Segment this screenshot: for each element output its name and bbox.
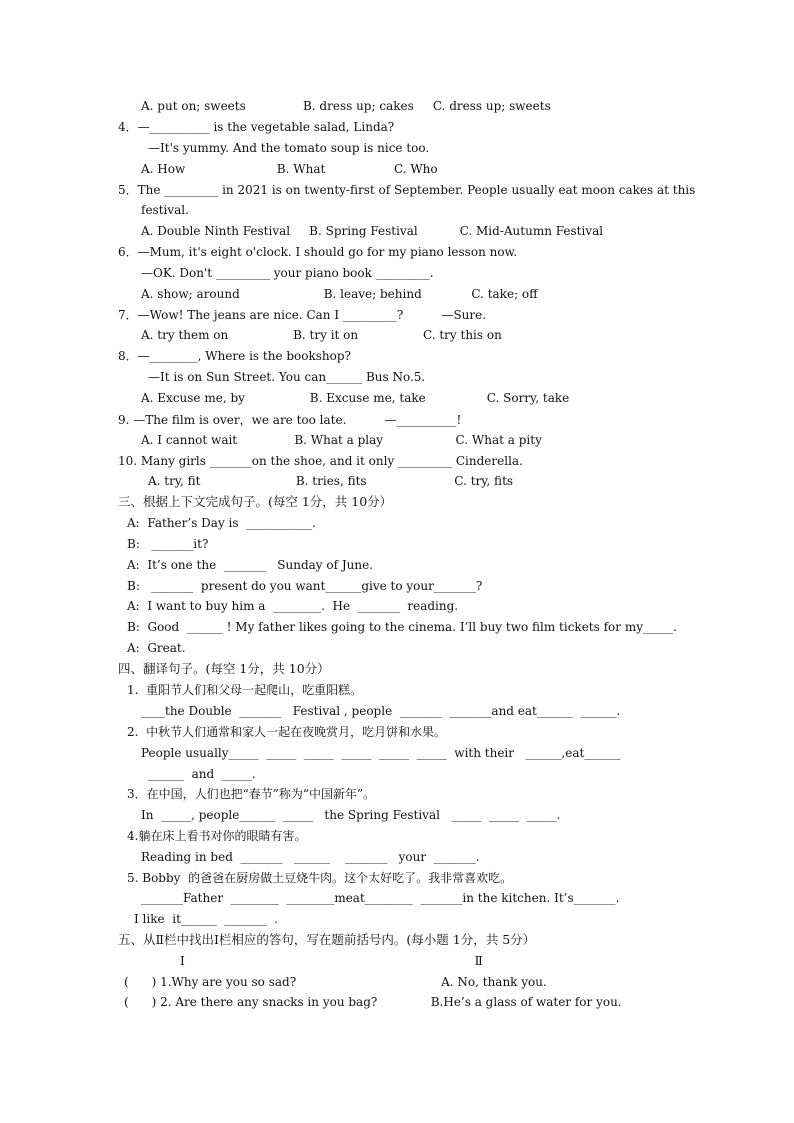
q9-options: A. I cannot wait B. What a play C. What a pity [141,433,542,447]
q10-options: A. try, fit B. tries, fits C. try, fits [148,474,514,488]
q9-question: 9. —The film is over，we are too late. —__________! [118,413,462,427]
match-row-2: ( ) 2. Are there any snacks in you bag? B.He’s a glass of water for you. [124,995,622,1009]
q6-reply: —OK. Don't _________ your piano book _________. [141,266,434,280]
section-5-heading: 五、从Ⅱ栏中找出Ⅰ栏相应的答句，写在题前括号内。(每小题 1分，共 5分） [118,932,536,947]
translation-prompt-5: 5. Bobby 的爸爸在厨房做土豆烧牛肉。这个太好吃了。我非常喜欢吃。 [127,871,513,885]
q8-question: 8．—________, Where is the bookshop? [118,349,351,363]
column-headers: Ⅰ Ⅱ [180,954,483,968]
dialogue-line: B: _______it? [127,537,209,551]
dialogue-line: A: I want to buy him a ________. He _______ reading. [127,599,459,613]
q5-question-cont: festival. [141,203,189,217]
translation-answer-1: ____the Double _______ Festival , people _______ _______and eat______ ______. [141,704,621,718]
translation-prompt-3: 3．在中国，人们也把“春节”称为“中国新年”。 [127,787,376,801]
q5-options: A. Double Ninth Festival B. Spring Festival C. Mid-Autumn Festival [141,224,604,238]
q6-options: A. show; around B. leave; behind C. take; off [141,287,538,301]
match-row-1: ( ) 1.Why are you so sad? A. No, thank you. [124,975,547,989]
q5-question: 5．The _________ in 2021 is on twenty-first of September. People usually eat moon cakes at this [118,183,696,197]
translation-prompt-4: 4.躺在床上看书对你的眼睛有害。 [127,829,307,843]
translation-answer-3: In _____, people______ _____ the Spring Festival _____ _____ _____. [141,808,561,822]
dialogue-line: B: Good ______ ! My father likes going to the cinema. I’ll buy two film tickets for my_____. [127,620,677,634]
q3-options: A. put on; sweets B. dress up; cakes C. dress up; sweets [141,99,551,113]
translation-answer-5-cont: I like it______ _______ . [134,912,278,926]
translation-answer-2: People usually_____ _____ _____ _____ _____ _____ with their ______,eat______ [141,746,621,760]
dialogue-line: A: Great. [127,641,186,655]
translation-prompt-1: 1. 重阳节人们和父母一起爬山，吃重阳糕。 [127,683,363,697]
q8-options: A. Excuse me, by B. Excuse me, take C. Sorry, take [141,391,570,405]
section-4-heading: 四、翻译句子。(每空 1分，共 10分） [118,661,330,676]
q7-options: A. try them on B. try it on C. try this on [141,328,502,342]
q7-question: 7．—Wow! The jeans are nice. Can I _________? —Sure. [118,308,487,322]
translation-prompt-2: 2. 中秋节人们通常和家人一起在夜晚赏月，吃月饼和水果。 [127,725,447,739]
dialogue-line: B: _______ present do you want______give to your_______? [127,579,483,593]
q6-question: 6．—Mum, it's eight o'clock. I should go for my piano lesson now. [118,245,518,259]
dialogue-line: A: It’s one the _______ Sunday of June. [127,558,374,572]
q4-options: A. How B. What C. Who [141,162,438,176]
section-3-heading: 三、根据上下文完成句子。(每空 1分，共 10分） [118,494,393,509]
q10-question: 10. Many girls _______on the shoe, and it only _________ Cinderella. [118,454,523,468]
translation-answer-2-cont: ______ and _____. [148,767,256,781]
translation-answer-4: Reading in bed _______ ______ _______ your _______. [141,850,480,864]
translation-answer-5: _______Father ________ ________meat________ _______in the kitchen. It’s_______. [141,891,620,905]
dialogue-line: A: Father’s Day is ___________. [127,516,316,530]
q4-reply: —It's yummy. And the tomato soup is nice too. [148,141,430,155]
q8-reply: —It is on Sun Street. You can______ Bus No.5. [148,370,426,384]
q4-question: 4．—__________ is the vegetable salad, Linda? [118,120,395,134]
